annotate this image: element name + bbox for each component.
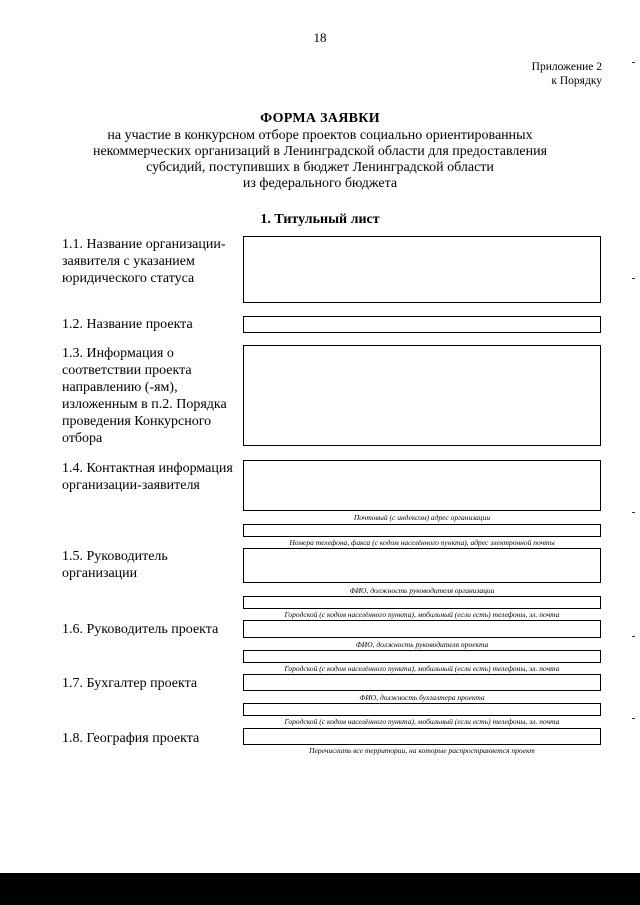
field-1-7-phone-caption: Городской (с кодом населённого пункта), мобильный (если есть) телефоны, эл. почта <box>284 717 560 726</box>
field-1-4-contacts-input[interactable] <box>243 524 601 537</box>
field-1-1-input[interactable] <box>243 236 601 303</box>
field-1-6-label: 1.6. Руководитель проекта <box>62 622 219 637</box>
scan-footer-bar <box>0 873 640 905</box>
field-1-5-phone-caption: Городской (с кодом населённого пункта), мобильный (если есть) телефоны, эл. почта <box>284 610 560 619</box>
field-1-8-label: 1.8. География проекта <box>62 731 200 746</box>
scan-edge-mark <box>632 278 635 279</box>
field-1-8-input[interactable] <box>243 728 601 745</box>
appendix-note <box>532 60 602 88</box>
appendix-line-1: Приложение 2 <box>531 61 602 73</box>
field-1-7-phone-input[interactable] <box>243 703 601 716</box>
field-1-4-label: 1.4. Контактная информация организации-заявителя <box>62 461 233 493</box>
field-1-3-input[interactable] <box>243 345 601 446</box>
field-1-5-phone-input[interactable] <box>243 596 601 609</box>
subtitle-line: субсидий, поступивших в бюджет Ленинградской области <box>146 160 494 175</box>
subtitle-line: на участие в конкурсном отборе проектов социально ориентированных <box>107 128 533 143</box>
page-number: 18 <box>313 30 327 45</box>
field-1-6-phone-input[interactable] <box>243 650 601 663</box>
field-1-6-name-input[interactable] <box>243 620 601 638</box>
section-title: 1. Титульный лист <box>260 212 380 227</box>
subtitle-line: некоммерческих организаций в Ленинградской области для предоставления <box>92 144 548 159</box>
subtitle-line: из федерального бюджета <box>242 176 398 191</box>
appendix-line-2: к Порядку <box>551 75 602 87</box>
scan-edge-mark <box>632 62 635 63</box>
field-1-6-name-caption: ФИО, должность руководителя проекта <box>355 640 489 649</box>
field-1-7-name-input[interactable] <box>243 674 601 691</box>
field-1-7-name-caption: ФИО, должность бухгалтера проекта <box>359 693 485 702</box>
field-1-3-label: 1.3. Информация о соответствии проекта направлению (-ям), изложенным в п.2. Порядка проведения Конкурсного отбора <box>62 346 227 446</box>
field-1-7-label: 1.7. Бухгалтер проекта <box>62 676 198 691</box>
field-1-2-input[interactable] <box>243 316 601 333</box>
field-1-5-name-caption: ФИО, должность руководителя организации <box>349 586 495 595</box>
form-subtitle <box>0 128 640 192</box>
field-1-5-name-input[interactable] <box>243 548 601 583</box>
scan-edge-mark <box>632 718 635 719</box>
field-1-4-address-caption: Почтовый (с индексом) адрес организации <box>353 513 491 522</box>
field-1-4-contacts-caption: Номера телефона, факса (с кодом населённого пункта), адрес электронной почты <box>289 538 555 547</box>
field-1-8-caption: Перечислить все территории, на которые распространяется проект <box>309 746 535 755</box>
field-1-1-label: 1.1. Название организации-заявителя с указанием юридического статуса <box>62 237 226 286</box>
form-title: ФОРМА ЗАЯВКИ <box>260 111 380 126</box>
field-1-4-address-input[interactable] <box>243 460 601 511</box>
field-1-2-label: 1.2. Название проекта <box>62 317 193 332</box>
scan-edge-mark <box>632 512 635 513</box>
field-1-6-phone-caption: Городской (с кодом населённого пункта), мобильный (если есть) телефоны, эл. почта <box>284 664 560 673</box>
field-1-5-label: 1.5. Руководитель организации <box>62 549 168 581</box>
scan-edge-mark <box>632 636 635 637</box>
